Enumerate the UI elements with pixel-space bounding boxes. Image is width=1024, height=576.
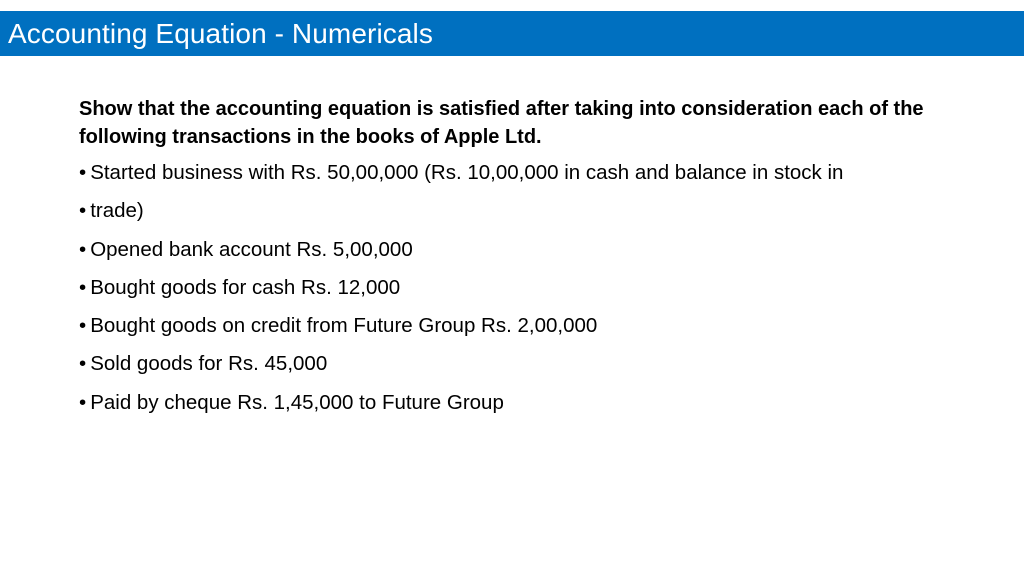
bullet-icon: • [79,275,87,299]
list-item-text: trade) [90,199,144,223]
bullet-icon: • [79,161,87,184]
list-item [79,154,959,192]
bullet-icon: • [79,390,87,414]
list-item-text: Sold goods for Rs. 45,000 [90,352,328,376]
list-item [79,384,959,422]
list-item-text: Opened bank account Rs. 5,00,000 [90,237,413,261]
slide-title: Accounting Equation - Numericals [8,17,433,49]
list-item [79,307,959,345]
list-item [79,269,959,307]
bullet-icon: • [79,352,87,376]
list-item-text: Bought goods for cash Rs. 12,000 [90,275,401,299]
list-item-text: Started business with Rs. 50,00,000 (Rs. 10,00,000 in cash and balance in stock in [90,161,844,184]
list-item [79,345,959,383]
question-intro: Show that the accounting equation is satisfied after taking into consideration each of the following transactions in the books of Apple Ltd. [79,98,924,148]
title-bar [0,11,1024,56]
bullet-icon: • [79,314,87,338]
list-item [79,192,959,230]
bullet-icon: • [79,237,87,261]
list-item [79,231,959,269]
list-item-text: Bought goods on credit from Future Group Rs. 2,00,000 [90,314,598,338]
transaction-list [79,154,959,422]
slide-content [79,95,959,422]
bullet-icon: • [79,199,87,223]
list-item-text: Paid by cheque Rs. 1,45,000 to Future Group [90,390,504,414]
